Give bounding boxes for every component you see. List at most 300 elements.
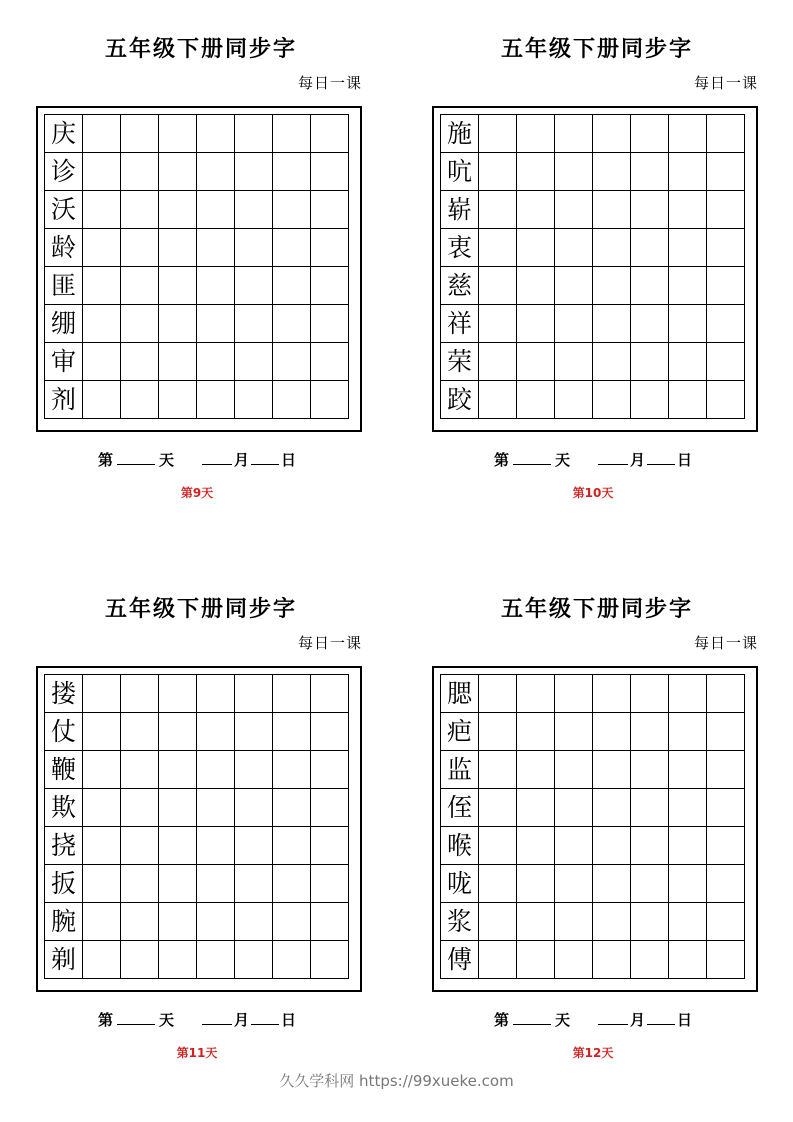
worksheet-title: 五年级下册同步字 — [500, 36, 693, 62]
writing-cell[interactable] — [121, 115, 159, 153]
worksheet-day-9 — [36, 0, 366, 500]
writing-cell[interactable] — [517, 115, 555, 153]
date-di-label: 第 — [493, 1011, 509, 1029]
date-blank[interactable] — [647, 450, 675, 465]
writing-cell[interactable] — [707, 789, 745, 827]
worksheet-subtitle: 每日一课 — [297, 74, 362, 92]
writing-cell[interactable] — [235, 191, 273, 229]
writing-cell[interactable] — [593, 267, 631, 305]
writing-cell[interactable] — [159, 713, 197, 751]
writing-cell[interactable] — [669, 713, 707, 751]
writing-cell[interactable] — [273, 827, 311, 865]
writing-cell[interactable] — [631, 343, 669, 381]
writing-cell[interactable] — [83, 789, 121, 827]
writing-cell[interactable] — [707, 751, 745, 789]
writing-cell[interactable] — [479, 827, 517, 865]
writing-cell[interactable] — [593, 789, 631, 827]
model-character: 挠 — [45, 827, 83, 865]
day-number-blank[interactable] — [117, 1010, 155, 1025]
model-character: 欺 — [45, 789, 83, 827]
date-ri-label: 日 — [677, 1011, 693, 1029]
practice-grid-frame — [36, 666, 362, 992]
writing-cell[interactable] — [479, 343, 517, 381]
writing-cell[interactable] — [479, 903, 517, 941]
date-blank[interactable] — [251, 450, 279, 465]
writing-cell[interactable] — [555, 229, 593, 267]
writing-cell[interactable] — [159, 789, 197, 827]
writing-cell[interactable] — [197, 229, 235, 267]
date-tian-label: 天 — [554, 451, 570, 469]
practice-grid-frame — [432, 666, 758, 992]
writing-cell[interactable] — [121, 865, 159, 903]
writing-cell[interactable] — [631, 381, 669, 419]
writing-cell[interactable] — [479, 789, 517, 827]
writing-cell[interactable] — [707, 903, 745, 941]
writing-cell[interactable] — [669, 115, 707, 153]
model-character: 祥 — [441, 305, 479, 343]
model-character: 崭 — [441, 191, 479, 229]
date-line — [432, 449, 754, 470]
writing-cell[interactable] — [311, 343, 349, 381]
writing-cell[interactable] — [517, 191, 555, 229]
writing-cell[interactable] — [555, 305, 593, 343]
writing-cell[interactable] — [121, 789, 159, 827]
writing-cell[interactable] — [121, 305, 159, 343]
date-yue-label: 月 — [234, 451, 250, 469]
writing-cell[interactable] — [197, 267, 235, 305]
writing-cell[interactable] — [159, 305, 197, 343]
writing-cell[interactable] — [273, 153, 311, 191]
writing-cell[interactable] — [121, 153, 159, 191]
writing-cell[interactable] — [593, 903, 631, 941]
writing-cell[interactable] — [121, 903, 159, 941]
writing-cell[interactable] — [555, 827, 593, 865]
worksheet-day-12 — [432, 560, 762, 1060]
writing-cell[interactable] — [235, 827, 273, 865]
practice-grid — [44, 674, 349, 979]
writing-cell[interactable] — [669, 675, 707, 713]
writing-cell[interactable] — [197, 115, 235, 153]
writing-cell[interactable] — [555, 789, 593, 827]
date-yue-label: 月 — [630, 1011, 646, 1029]
writing-cell[interactable] — [273, 267, 311, 305]
writing-cell[interactable] — [83, 115, 121, 153]
writing-cell[interactable] — [555, 267, 593, 305]
writing-cell[interactable] — [235, 789, 273, 827]
writing-cell[interactable] — [479, 381, 517, 419]
writing-cell[interactable] — [235, 751, 273, 789]
writing-cell[interactable] — [707, 267, 745, 305]
writing-cell[interactable] — [631, 827, 669, 865]
model-character: 绷 — [45, 305, 83, 343]
writing-cell[interactable] — [273, 865, 311, 903]
writing-cell[interactable] — [593, 153, 631, 191]
writing-cell[interactable] — [83, 941, 121, 979]
writing-cell[interactable] — [197, 903, 235, 941]
date-ri-label: 日 — [281, 1011, 297, 1029]
writing-cell[interactable] — [273, 713, 311, 751]
writing-cell[interactable] — [121, 675, 159, 713]
writing-cell[interactable] — [593, 229, 631, 267]
writing-cell[interactable] — [707, 115, 745, 153]
writing-cell[interactable] — [479, 153, 517, 191]
model-character: 鞭 — [45, 751, 83, 789]
date-yue-label: 月 — [630, 451, 646, 469]
writing-cell[interactable] — [121, 381, 159, 419]
writing-cell[interactable] — [235, 903, 273, 941]
writing-cell[interactable] — [159, 381, 197, 419]
writing-cell[interactable] — [631, 675, 669, 713]
writing-cell[interactable] — [159, 343, 197, 381]
writing-cell[interactable] — [311, 267, 349, 305]
writing-cell[interactable] — [83, 153, 121, 191]
practice-grid-frame — [36, 106, 362, 432]
date-di-label: 第 — [97, 451, 113, 469]
writing-cell[interactable] — [311, 191, 349, 229]
writing-cell[interactable] — [631, 229, 669, 267]
model-character: 衷 — [441, 229, 479, 267]
day-number-blank[interactable] — [117, 450, 155, 465]
writing-cell[interactable] — [159, 267, 197, 305]
model-character: 傅 — [441, 941, 479, 979]
writing-cell[interactable] — [197, 381, 235, 419]
writing-cell[interactable] — [707, 343, 745, 381]
writing-cell[interactable] — [273, 789, 311, 827]
date-ri-label: 日 — [281, 451, 297, 469]
writing-cell[interactable] — [669, 267, 707, 305]
writing-cell[interactable] — [479, 267, 517, 305]
writing-cell[interactable] — [631, 191, 669, 229]
writing-cell[interactable] — [707, 305, 745, 343]
writing-cell[interactable] — [555, 903, 593, 941]
writing-cell[interactable] — [235, 343, 273, 381]
writing-cell[interactable] — [479, 675, 517, 713]
writing-cell[interactable] — [121, 827, 159, 865]
writing-cell[interactable] — [83, 305, 121, 343]
writing-cell[interactable] — [235, 305, 273, 343]
writing-cell[interactable] — [631, 115, 669, 153]
writing-cell[interactable] — [669, 941, 707, 979]
writing-cell[interactable] — [517, 903, 555, 941]
writing-cell[interactable] — [593, 941, 631, 979]
date-blank[interactable] — [251, 1010, 279, 1025]
writing-cell[interactable] — [235, 865, 273, 903]
writing-cell[interactable] — [707, 229, 745, 267]
writing-cell[interactable] — [517, 675, 555, 713]
model-character: 监 — [441, 751, 479, 789]
writing-cell[interactable] — [517, 713, 555, 751]
writing-cell[interactable] — [669, 789, 707, 827]
model-character: 腮 — [441, 675, 479, 713]
writing-cell[interactable] — [593, 343, 631, 381]
writing-cell[interactable] — [197, 191, 235, 229]
writing-cell[interactable] — [273, 675, 311, 713]
writing-cell[interactable] — [197, 751, 235, 789]
model-character: 吭 — [441, 153, 479, 191]
writing-cell[interactable] — [159, 903, 197, 941]
writing-cell[interactable] — [235, 381, 273, 419]
writing-cell[interactable] — [555, 865, 593, 903]
writing-cell[interactable] — [631, 789, 669, 827]
writing-cell[interactable] — [159, 941, 197, 979]
writing-cell[interactable] — [83, 343, 121, 381]
writing-cell[interactable] — [555, 941, 593, 979]
practice-grid — [44, 114, 349, 419]
writing-cell[interactable] — [311, 305, 349, 343]
writing-cell[interactable] — [669, 343, 707, 381]
writing-cell[interactable] — [517, 267, 555, 305]
writing-cell[interactable] — [517, 305, 555, 343]
writing-cell[interactable] — [555, 153, 593, 191]
writing-cell[interactable] — [479, 305, 517, 343]
writing-cell[interactable] — [235, 675, 273, 713]
writing-cell[interactable] — [83, 675, 121, 713]
writing-cell[interactable] — [197, 827, 235, 865]
writing-cell[interactable] — [631, 305, 669, 343]
writing-cell[interactable] — [517, 941, 555, 979]
writing-cell[interactable] — [83, 267, 121, 305]
writing-cell[interactable] — [707, 191, 745, 229]
writing-cell[interactable] — [517, 153, 555, 191]
writing-cell[interactable] — [273, 381, 311, 419]
writing-cell[interactable] — [273, 229, 311, 267]
writing-cell[interactable] — [121, 343, 159, 381]
writing-cell[interactable] — [517, 789, 555, 827]
writing-cell[interactable] — [631, 713, 669, 751]
date-line — [36, 1009, 358, 1030]
writing-cell[interactable] — [121, 941, 159, 979]
writing-cell[interactable] — [121, 229, 159, 267]
writing-cell[interactable] — [631, 267, 669, 305]
writing-cell[interactable] — [159, 827, 197, 865]
writing-cell[interactable] — [707, 381, 745, 419]
writing-cell[interactable] — [273, 941, 311, 979]
writing-cell[interactable] — [517, 229, 555, 267]
writing-cell[interactable] — [555, 191, 593, 229]
writing-cell[interactable] — [479, 941, 517, 979]
writing-cell[interactable] — [669, 827, 707, 865]
writing-cell[interactable] — [121, 267, 159, 305]
writing-cell[interactable] — [555, 115, 593, 153]
writing-cell[interactable] — [707, 865, 745, 903]
writing-cell[interactable] — [311, 713, 349, 751]
model-character: 剃 — [45, 941, 83, 979]
month-blank[interactable] — [202, 450, 232, 465]
footer-watermark: 久久学科网 https://99xueke.com — [279, 1072, 514, 1090]
model-character: 咙 — [441, 865, 479, 903]
worksheet-subtitle: 每日一课 — [297, 634, 362, 652]
writing-cell[interactable] — [707, 827, 745, 865]
model-character: 审 — [45, 343, 83, 381]
writing-cell[interactable] — [273, 343, 311, 381]
writing-cell[interactable] — [479, 713, 517, 751]
writing-cell[interactable] — [593, 827, 631, 865]
writing-cell[interactable] — [631, 941, 669, 979]
writing-cell[interactable] — [593, 713, 631, 751]
writing-cell[interactable] — [555, 713, 593, 751]
worksheet-title: 五年级下册同步字 — [104, 596, 297, 622]
model-character: 剂 — [45, 381, 83, 419]
date-di-label: 第 — [493, 451, 509, 469]
writing-cell[interactable] — [479, 115, 517, 153]
writing-cell[interactable] — [197, 941, 235, 979]
writing-cell[interactable] — [121, 191, 159, 229]
writing-cell[interactable] — [197, 305, 235, 343]
writing-cell[interactable] — [707, 675, 745, 713]
writing-cell[interactable] — [235, 115, 273, 153]
writing-cell[interactable] — [669, 865, 707, 903]
writing-cell[interactable] — [159, 229, 197, 267]
date-ri-label: 日 — [677, 451, 693, 469]
writing-cell[interactable] — [159, 675, 197, 713]
writing-cell[interactable] — [311, 675, 349, 713]
writing-cell[interactable] — [235, 713, 273, 751]
writing-cell[interactable] — [517, 827, 555, 865]
writing-cell[interactable] — [121, 751, 159, 789]
writing-cell[interactable] — [669, 903, 707, 941]
writing-cell[interactable] — [83, 381, 121, 419]
worksheet-subtitle: 每日一课 — [693, 634, 758, 652]
date-line — [36, 449, 358, 470]
writing-cell[interactable] — [631, 751, 669, 789]
writing-cell[interactable] — [197, 675, 235, 713]
model-character: 龄 — [45, 229, 83, 267]
writing-cell[interactable] — [479, 751, 517, 789]
model-character: 扳 — [45, 865, 83, 903]
writing-cell[interactable] — [593, 381, 631, 419]
writing-cell[interactable] — [593, 675, 631, 713]
date-tian-label: 天 — [554, 1011, 570, 1029]
date-tian-label: 天 — [158, 451, 174, 469]
writing-cell[interactable] — [669, 305, 707, 343]
writing-cell[interactable] — [311, 115, 349, 153]
writing-cell[interactable] — [83, 191, 121, 229]
writing-cell[interactable] — [593, 751, 631, 789]
model-character: 腕 — [45, 903, 83, 941]
model-character: 浆 — [441, 903, 479, 941]
writing-cell[interactable] — [273, 115, 311, 153]
writing-cell[interactable] — [311, 751, 349, 789]
writing-cell[interactable] — [159, 191, 197, 229]
writing-cell[interactable] — [273, 191, 311, 229]
model-character: 侄 — [441, 789, 479, 827]
writing-cell[interactable] — [311, 789, 349, 827]
writing-cell[interactable] — [273, 305, 311, 343]
writing-cell[interactable] — [479, 191, 517, 229]
practice-grid — [440, 114, 745, 419]
writing-cell[interactable] — [197, 153, 235, 191]
writing-cell[interactable] — [669, 381, 707, 419]
day-tag: 第9天 — [180, 486, 214, 500]
writing-cell[interactable] — [159, 751, 197, 789]
model-character: 施 — [441, 115, 479, 153]
writing-cell[interactable] — [197, 865, 235, 903]
worksheet-subtitle: 每日一课 — [693, 74, 758, 92]
writing-cell[interactable] — [669, 153, 707, 191]
model-character: 搂 — [45, 675, 83, 713]
writing-cell[interactable] — [555, 675, 593, 713]
writing-cell[interactable] — [311, 229, 349, 267]
writing-cell[interactable] — [235, 941, 273, 979]
writing-cell[interactable] — [669, 751, 707, 789]
writing-cell[interactable] — [311, 827, 349, 865]
day-number-blank[interactable] — [513, 1010, 551, 1025]
writing-cell[interactable] — [631, 153, 669, 191]
writing-cell[interactable] — [555, 343, 593, 381]
worksheet-title: 五年级下册同步字 — [104, 36, 297, 62]
writing-cell[interactable] — [593, 191, 631, 229]
practice-grid-frame — [432, 106, 758, 432]
writing-cell[interactable] — [517, 865, 555, 903]
model-character: 诊 — [45, 153, 83, 191]
writing-cell[interactable] — [197, 343, 235, 381]
writing-cell[interactable] — [479, 865, 517, 903]
writing-cell[interactable] — [83, 229, 121, 267]
model-character: 沃 — [45, 191, 83, 229]
writing-cell[interactable] — [311, 381, 349, 419]
writing-cell[interactable] — [159, 115, 197, 153]
writing-cell[interactable] — [593, 865, 631, 903]
model-character: 跤 — [441, 381, 479, 419]
writing-cell[interactable] — [83, 865, 121, 903]
writing-cell[interactable] — [197, 789, 235, 827]
writing-cell[interactable] — [707, 941, 745, 979]
date-blank[interactable] — [647, 1010, 675, 1025]
writing-cell[interactable] — [273, 751, 311, 789]
day-number-blank[interactable] — [513, 450, 551, 465]
writing-cell[interactable] — [311, 903, 349, 941]
writing-cell[interactable] — [273, 903, 311, 941]
writing-cell[interactable] — [593, 115, 631, 153]
writing-cell[interactable] — [479, 229, 517, 267]
writing-cell[interactable] — [159, 865, 197, 903]
writing-cell[interactable] — [555, 381, 593, 419]
writing-cell[interactable] — [197, 713, 235, 751]
model-character: 荣 — [441, 343, 479, 381]
day-tag: 第10天 — [572, 486, 614, 500]
writing-cell[interactable] — [159, 153, 197, 191]
writing-cell[interactable] — [311, 941, 349, 979]
writing-cell[interactable] — [517, 343, 555, 381]
writing-cell[interactable] — [235, 267, 273, 305]
writing-cell[interactable] — [83, 903, 121, 941]
writing-cell[interactable] — [235, 153, 273, 191]
month-blank[interactable] — [598, 450, 628, 465]
writing-cell[interactable] — [517, 381, 555, 419]
writing-cell[interactable] — [669, 191, 707, 229]
month-blank[interactable] — [598, 1010, 628, 1025]
writing-cell[interactable] — [707, 713, 745, 751]
writing-cell[interactable] — [517, 751, 555, 789]
writing-cell[interactable] — [669, 229, 707, 267]
writing-cell[interactable] — [235, 229, 273, 267]
writing-cell[interactable] — [707, 153, 745, 191]
writing-cell[interactable] — [555, 751, 593, 789]
writing-cell[interactable] — [311, 865, 349, 903]
month-blank[interactable] — [202, 1010, 232, 1025]
date-di-label: 第 — [97, 1011, 113, 1029]
model-character: 庆 — [45, 115, 83, 153]
writing-cell[interactable] — [593, 305, 631, 343]
date-line — [432, 1009, 754, 1030]
writing-cell[interactable] — [631, 865, 669, 903]
writing-cell[interactable] — [83, 713, 121, 751]
writing-cell[interactable] — [631, 903, 669, 941]
writing-cell[interactable] — [311, 153, 349, 191]
writing-cell[interactable] — [83, 827, 121, 865]
writing-cell[interactable] — [83, 751, 121, 789]
writing-cell[interactable] — [121, 713, 159, 751]
